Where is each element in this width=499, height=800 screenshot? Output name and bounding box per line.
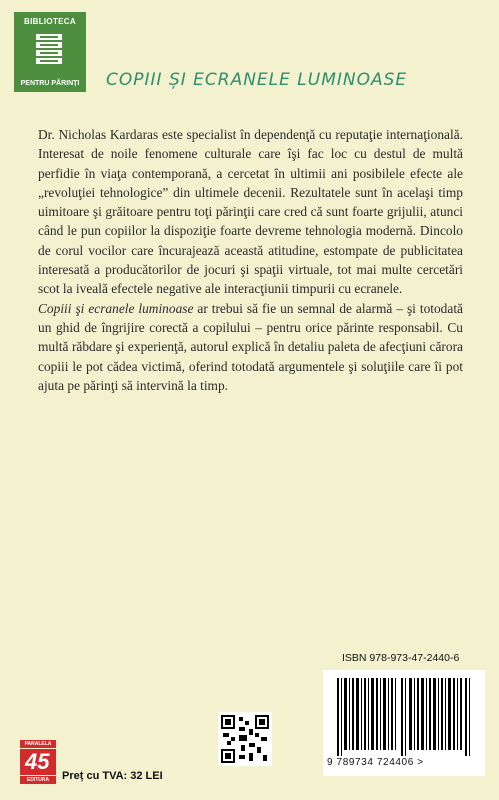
qr-code: [218, 712, 272, 766]
barcode-icon: [335, 678, 473, 756]
series-logo-top-text: BIBLIOTECA: [24, 17, 76, 26]
blurb-paragraph-2-text: ar trebui să fie un semnal de alarmă – şi totodată un ghid de îngrijire corectă a copilului – pentru orice părinte responsabil. Cu multă răbdare şi experienţă, autorul explică în detaliu paleta de afecţiuni cărora copiii le pot cădea victimă, oferind totodată argumentele şi soluţiile care îi pot ajuta pe părinţi să intervină la timp.: [38, 300, 463, 393]
publisher-logo-top: PARALELA: [20, 740, 56, 748]
barcode-digits: 9 789734 724406 >: [327, 757, 424, 768]
publisher-logo-mark: [20, 749, 56, 775]
book-title: COPIII ȘI ECRANELE LUMINOASE: [106, 70, 408, 90]
blurb-paragraph-2: [38, 299, 463, 395]
publisher-logo-bottom: EDITURA: [20, 776, 56, 784]
barcode: [323, 670, 485, 776]
isbn-label: ISBN 978-973-47-2440-6: [342, 652, 460, 664]
book-icon: [34, 30, 66, 70]
qr-code-icon: [221, 715, 269, 763]
publisher-logo-number: 45: [25, 749, 50, 774]
publisher-logo: [20, 740, 56, 784]
series-logo: [14, 12, 86, 92]
blurb-book-title: Copiii şi ecranele luminoase: [38, 300, 194, 316]
series-logo-bottom-text: PENTRU PĂRINȚI: [20, 80, 80, 87]
blurb-paragraph-1: Dr. Nicholas Kardaras este specialist în dependenţă cu reputaţie internaţională. Interesat de noile fenomene culturale care îşi fac loc cu destul de multă perfidie în viaţa contemporană, a cercetat în ultimii ani posibilele efecte ale „revoluţiei tehnologice” din ultimele decenii. Rezultatele sunt în acelaşi timp uimitoare şi grăitoare pentru toţi părinţii care cred că sunt foarte grijulii, atunci când le pun copiilor la dispoziţie foarte devreme tehnologia modernă. Dincolo de corul vocilor care încurajează această atitudine, estompate de publicitatea interesată a producătorilor de jocuri şi spaţii virtuale, tot mai multe cercetări scot la iveală efectele negative ale interacţiunii timpurii cu ecranele.: [38, 127, 463, 297]
price-label: Preț cu TVA: 32 LEI: [62, 770, 163, 782]
blurb-text: [38, 125, 463, 395]
